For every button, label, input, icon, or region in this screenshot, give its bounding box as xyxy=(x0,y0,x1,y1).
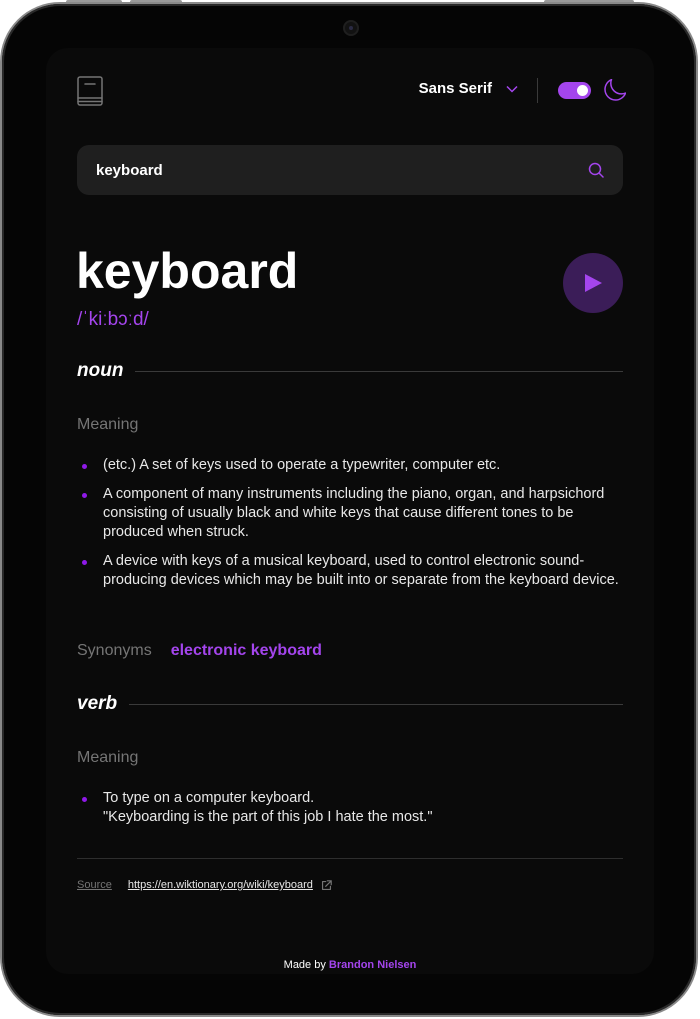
part-of-speech-heading xyxy=(77,693,623,715)
font-select-value: Sans Serif xyxy=(418,80,492,97)
theme-toggle[interactable] xyxy=(558,82,591,99)
synonyms-label: Synonyms xyxy=(77,642,152,659)
word-title: keyboard xyxy=(76,243,299,299)
search-input[interactable] xyxy=(96,145,576,195)
play-icon xyxy=(585,274,602,292)
external-link-icon[interactable] xyxy=(321,880,332,891)
part-of-speech-label: noun xyxy=(77,360,124,381)
source-divider xyxy=(77,858,623,859)
credit-author: Brandon Nielsen xyxy=(328,959,417,971)
synonym-link[interactable]: electronic keyboard xyxy=(170,642,322,659)
play-pronunciation-button[interactable] xyxy=(563,253,623,313)
section-divider xyxy=(129,704,623,705)
made-by-credit xyxy=(0,959,700,971)
source-row xyxy=(77,879,332,891)
search-bar xyxy=(77,145,623,195)
definition-list xyxy=(77,456,623,590)
chevron-down-icon xyxy=(506,85,518,93)
definition-item: A device with keys of a musical keyboard, used to control electronic sound-producing devices which may be built into or separate from the keyboard device. xyxy=(77,552,623,590)
definition-item: (etc.) A set of keys used to operate a typewriter, computer etc. xyxy=(77,456,623,475)
source-link[interactable]: https://en.wiktionary.org/wiki/keyboard xyxy=(127,879,313,891)
search-icon[interactable] xyxy=(588,162,604,178)
synonyms-row xyxy=(77,642,322,660)
part-of-speech-label: verb xyxy=(77,693,118,714)
meaning-heading: Meaning xyxy=(77,416,139,433)
credit-prefix: Made by xyxy=(283,959,326,971)
section-divider xyxy=(135,371,623,372)
definition-item: A component of many instruments including the piano, organ, and harpsichord consisting of usually black and white keys that cause different tones to be produced when struck. xyxy=(77,485,623,542)
source-label: Source xyxy=(77,879,112,891)
definition-item xyxy=(77,789,623,827)
meaning-heading: Meaning xyxy=(77,749,139,766)
front-camera xyxy=(343,20,359,36)
definition-example: "Keyboarding is the part of this job I hate the most." xyxy=(103,809,433,825)
part-of-speech-heading xyxy=(77,360,623,382)
definition-text: To type on a computer keyboard. xyxy=(103,790,315,806)
toggle-knob xyxy=(577,85,588,96)
definition-list xyxy=(77,789,623,827)
header-divider xyxy=(537,78,538,103)
book-logo-icon xyxy=(77,76,103,106)
moon-icon[interactable] xyxy=(604,79,626,101)
font-select[interactable] xyxy=(419,80,518,97)
phonetic: /ˈkiːbɔːd/ xyxy=(77,309,149,330)
